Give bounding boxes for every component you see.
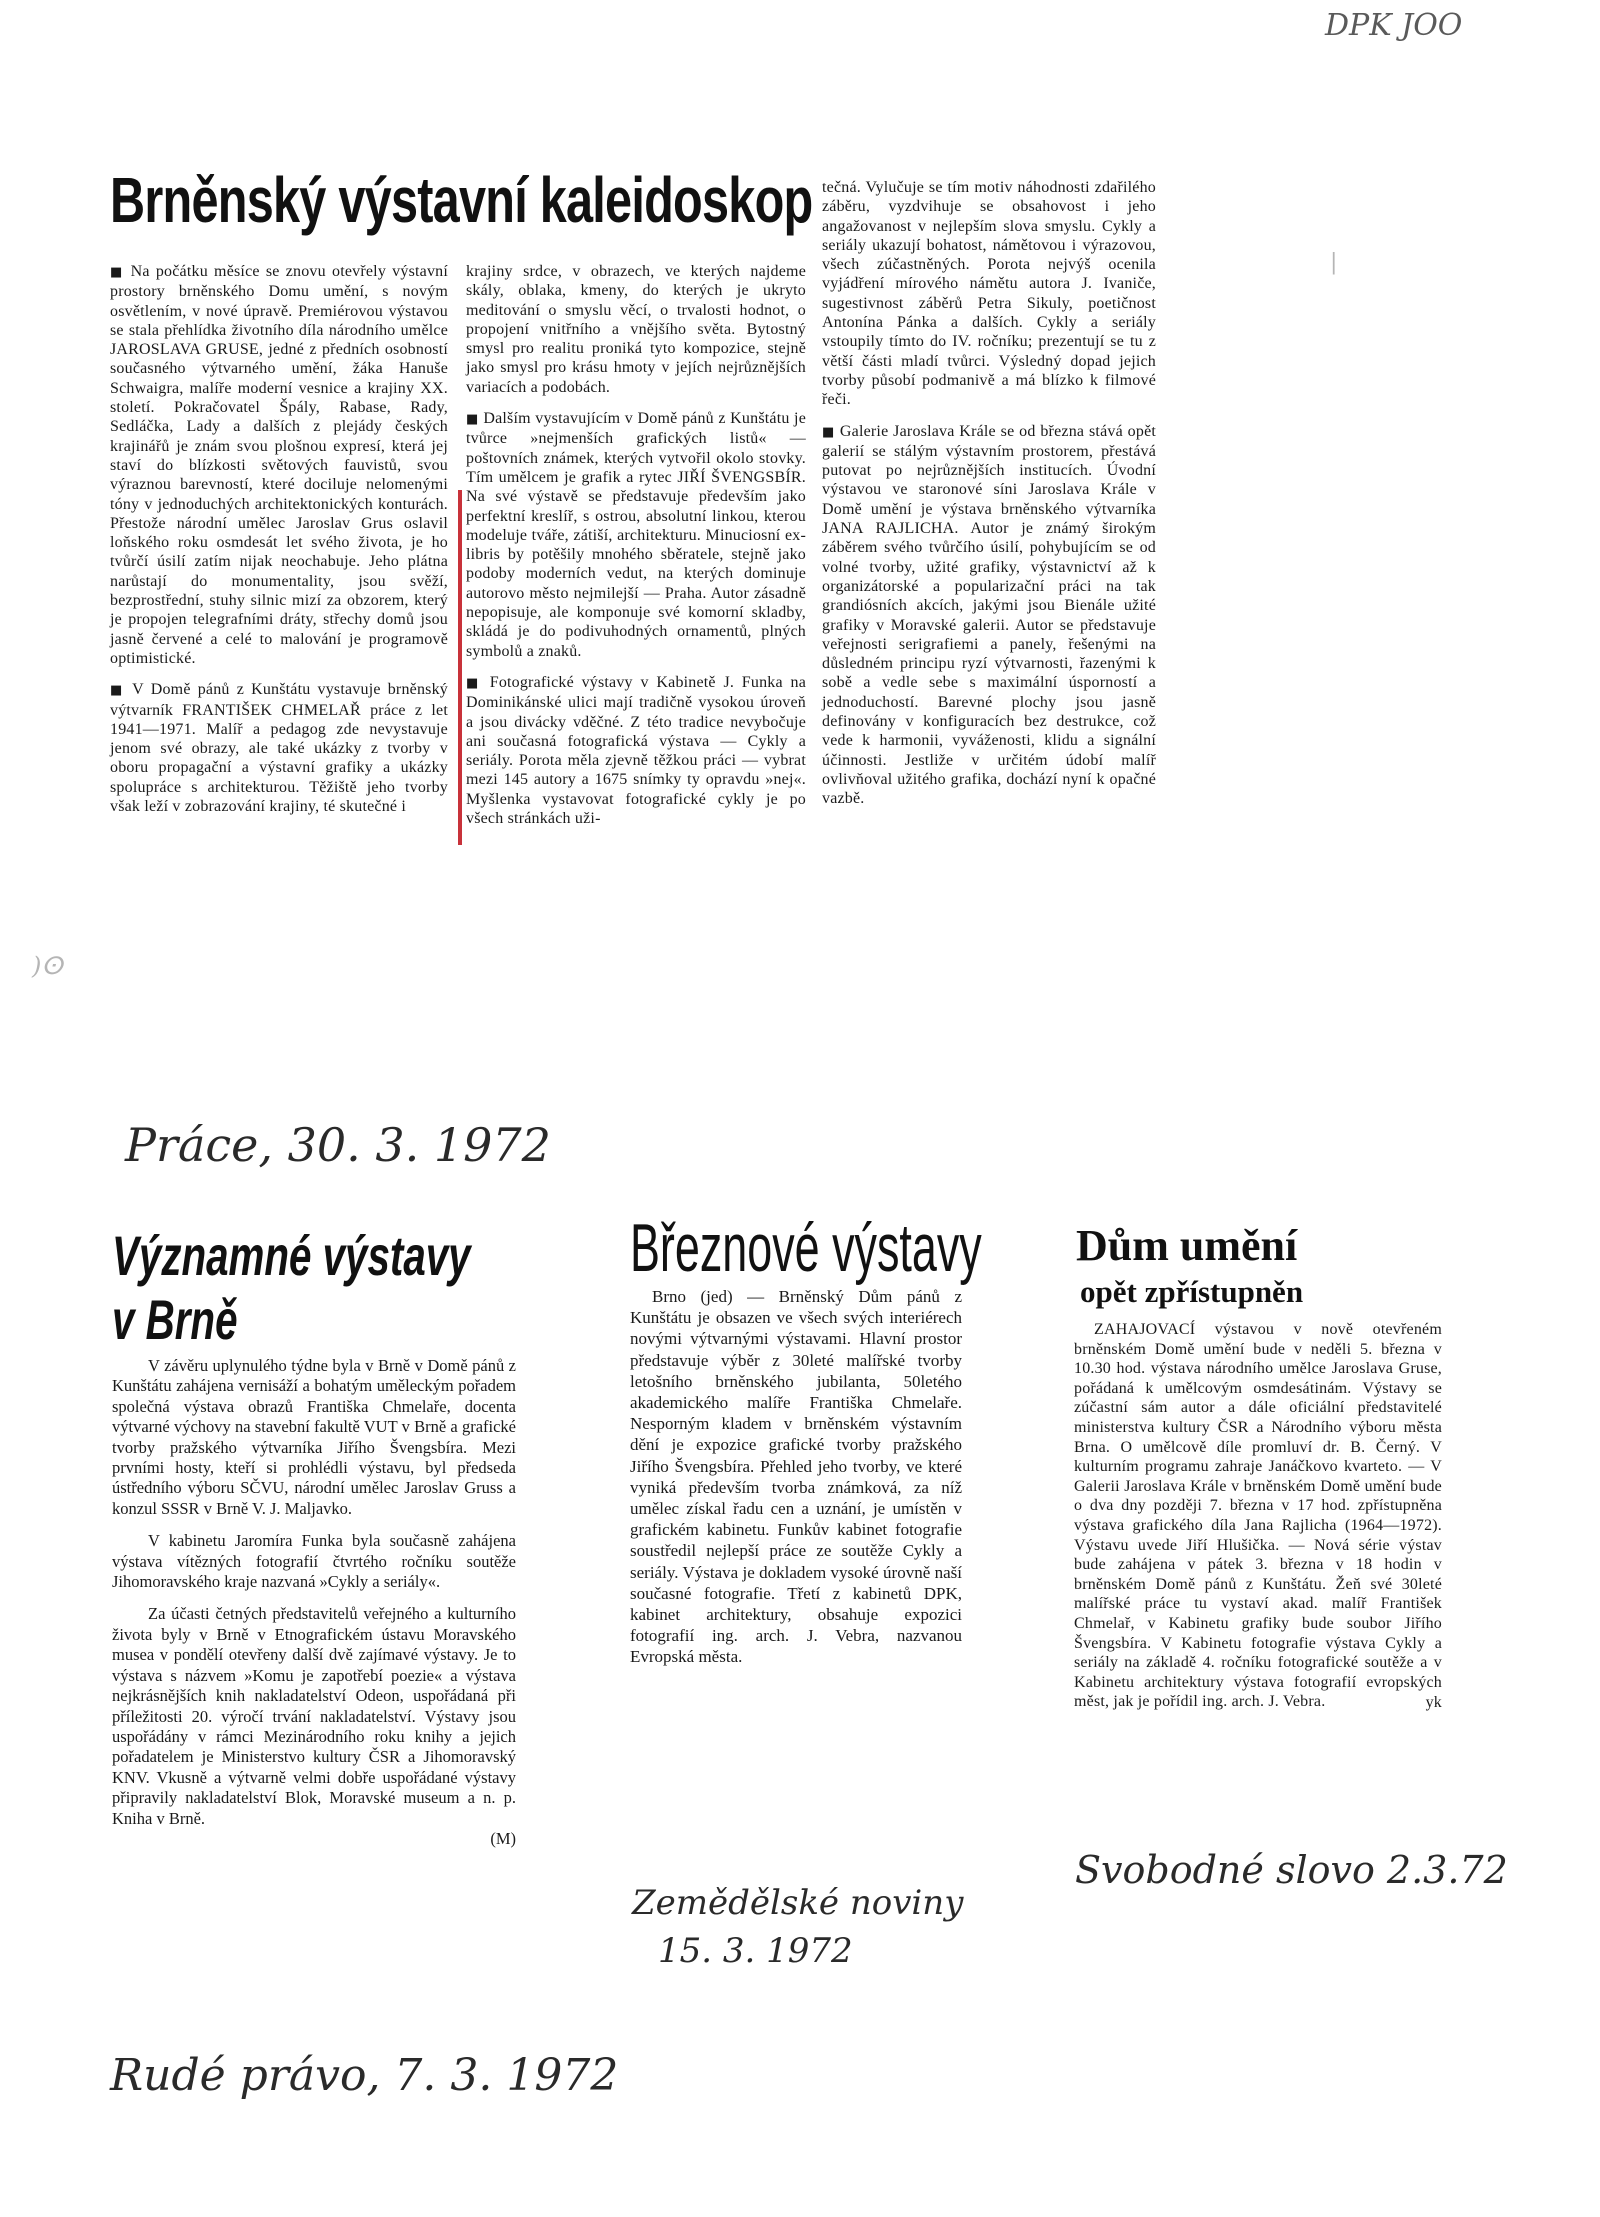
article2-body [112,1356,516,1849]
article1-source-handwritten: Práce, 30. 3. 1972 [125,1118,551,1172]
article1-col3-paragraph-1: tečná. Vylučuje se tím motiv náhodnosti zdařilého záběru, vyzdvihuje se obsahovost i jeho angažovanost v nejlepším slova smyslu. Cykly a seriály ukazují bohatost, námětovou i výrazovou, všech zúčastněných. Porota nejvýš ocenila vyjádření mírového námětu autora J. Ivaniče, sugestivnost záběrů Petra Sikuly, poetičnost Antonína Pánka a dalších. Cykly a seriály vstoupily tímto do IV. ročníku; prezentují se tu z větší části mladí tvůrci. Výsledný dopad jejich tvorby působí podmanivě a má blízko k filmové řeči. [822,179,1156,409]
article3-paragraph: Brno (jed) — Brněnský Dům pánů z Kunštátu je obsazen ve všech svých interiérech novými výtvarnými výstavami. Hlavní prostor představuje výběr z 30leté malířské tvorby letošního brněnského jubilanta, 50letého akademického malíře Františka Chmelaře. Nesporným kladem v brněnském výstavním dění je expozice grafické tvorby pražského Jiřího Švengsbíra. Přehled jeho tvorby, ve které vyniká především tvorba známková, za níž umělec získal řadu cen a uznání, je umístěn v grafickém kabinetu. Funkův kabinet fotografie soustředil nejlepší práce ze soutěže Cykly a seriály. Výstava je dokladem vysoké úrovně naší současné fotografie. Třetí z kabinetů DPK, kabinet architektury, obsahuje expozici fotografií ing. arch. J. Vebra, nazvanou Evropská města. [630,1287,962,1667]
article1-col2-paragraph-2: Dalším vystavujícím v Domě pánů z Kunštátu je tvůrce »nejmenších grafických listů« — poštovních známek, kterých vytvořil okolo stovky. Tím umělcem je grafik a rytec JIŘÍ ŠVENGSBÍR. Na své výstavě se představuje především jako perfektní kreslíř, s ostrou, absolutní linkou, kterou modeluje tváře, zátiší, architekturu. Minuciosní ex-libris by potěšily mnohého sběratele, stejně jako podoby moderních vedut, na kterých dominuje autorovo město nejmilejší — Praha. Autor zásadně nepopisuje, ale komponuje své komorní skladby, skládá je do podivuhodných ornamentů, plných symbolů a znaků. [466,410,806,660]
article4-headline: Dům umění [1076,1221,1298,1270]
article1-headline: Brněnský výstavní kaleidoskop [110,164,813,236]
article1-col2-paragraph-1: krajiny srdce, v obrazech, ve kterých najdeme skály, oblaka, kmeny, do kterých je ukryto meditování o smyslu věcí, o trvalosti hodnot, o propojení vnitřního a vnějšího světa. Bytostný smysl pro realitu proniká tyto kompozice, stejně jako smysl pro krásu hmoty v jejích nejrůznějších variacích a podobách. [466,263,806,396]
red-margin-mark [458,490,462,845]
article4-paragraph: ZAHAJOVACÍ výstavou v nově otevřeném brněnském Domě umění bude v neděli 5. března v 10.30 hod. výstava národního umělce Jaroslava Gruse, pořádaná k umělcovým osmdesátinám. Výstavy se zúčastní sám autor a dále oficiální představitelé ministerstva kultury ČSR a Národního výboru města Brna. O umělcově díle promluví dr. B. Černý. V kulturním programu zahraje Janáčkovo kvarteto. — V Galerii Jaroslava Krále v brněnském Domě umění bude o dva dny později 7. března v 17 hod. zpřístupněna výstava grafického díla Jana Rajlicha (1964—1972). Výstavu uvede Jiří Hlušička. — Nová série výstav bude zahájena v pátek 3. března v 18 hodin v brněnském Domě pánů z Kunštátu. Žeň své 30leté malířské práce tu vystaví akad. malíř František Chmelař, v Kabinetu grafiky bude soubor Jiřího Švengsbíra. V Kabinetu fotografie výstava Cykly a seriály na základě 4. ročníku fotografické soutěže a v Kabinetu architektury výstava fotografií evropských měst, jak je pořídil ing. arch. J. Vebra. [1074,1321,1442,1711]
article2-headline-line-2: v Brně [112,1288,238,1351]
article4-body [1074,1320,1442,1712]
article2-headline-line-1: Významné výstavy [112,1224,471,1287]
article1-col1-paragraph-1: Na počátku měsíce se znovu otevřely výstavní prostory brněnského Domu umění, s novým osvětlením, v nové úpravě. Premiérovou výstavou se stala přehlídka životního díla národního umělce JAROSLAVA GRUSE, jedné z předních osobností současného výtvarného umění, žáka Hanuše Schwaigra, malíře moderní vesnice a krajiny XX. století. Pokračovatel Špály, Rabase, Rady, Sedláčka, Lady a dalších z plejády českých krajinářů je znám svou plošnou expresí, která jej staví do blízkosti světových fauvistů, svou výraznou barevností, které dociluje nelomenými tóny v jednoduchých architektonických konturách. Přestože národní umělec Jaroslav Grus oslavil loňského roku osmdesát let svého života, je ho tvůrčí úsilí zatím nijak neochabuje. Jeho plátna narůstají do monumentality, jsou svěží, bezprostřední, stuhy silnic mizí za obzorem, který je propojen telegrafními dráty, střechy domů jsou jasně červené a celé to malování je programově optimistické. [110,263,448,667]
bullet-square-icon: ■ [110,683,126,699]
article2-source-handwritten: Rudé právo, 7. 3. 1972 [110,2050,619,2101]
article3-source-handwritten [632,1880,963,1975]
article1-column-1 [110,262,448,816]
article2-paragraph-3: Za účasti četných představitelů veřejného a kulturního života byly v Brně v Etnografickém ústavu Moravského musea v pondělí otevřeny další dvě zajímavé výstavy. Je to výstava s názvem »Komu je zapotřebí poezie« a výstava nejkrásnějších knih nakladatelství Odeon, uspořádaná při příležitosti 20. výročí trvání nakladatelství. Výstavy jsou uspořádány v rámci Mezinárodního roku knihy a jejich pořadatelem je Ministerstvo kultury ČSR a Jihomoravský KNV. Vkusně a výtvarně velmi dobře uspořádané výstavy připravily nakladatelství Blok, Moravské museum a n. p. Kniha v Brně. [112,1604,516,1828]
article1-col2-paragraph-3: Fotografické výstavy v Kabinetě J. Funka na Dominikánské ulici mají tradičně vysokou úroveň a jsou divácky vděčné. Z této tradice nevybočuje ani současná fotografická výstava — Cykly a seriály. Porota měla zjevně těžkou práci — vybrat mezi 145 autory a 1675 snímky ty opravdu »nej«. Myšlenka vystavovat fotografické cykly je po všech stránkách uži- [466,673,807,828]
article1-column-2 [466,262,806,828]
scan-tick-right: | [1330,250,1338,275]
article3-headline: Březnové výstavy [630,1210,982,1286]
article3-body [630,1286,962,1668]
article2-signature: (M) [490,1828,516,1848]
scan-mark-left: )ⵙ [32,952,63,980]
bullet-square-icon: ■ [110,265,125,280]
bullet-square-icon: ■ [466,675,482,691]
article2-paragraph-1: V závěru uplynulého týdne byla v Brně v Domě pánů z Kunštátu zahájena vernisáží a bohatým uměleckým pořadem společná výstava obrazů Františka Chmelaře, docenta výtvarné výchovy na stavební fakultě VUT v Brně a grafické tvorby pražského výtvarníka Jiřího Švengsbíra. Mezi prvními hosty, kteří si prohlédli výstavu, byl předseda ústředního výboru SČVU, národní umělec Jaroslav Gruss a konzul SSSR v Brně V. J. Maljavko. [112,1356,516,1518]
corner-handwritten-note: DPK JOO [1325,8,1463,43]
article3-source-line-1: Zemědělské noviny [632,1883,964,1923]
article1-col3-paragraph-2: Galerie Jaroslava Krále se od března stává opět galerií se stálým výstavním prostorem, přestává putovat po nejrůznějších institucích. Úvodní výstavou ve staronové síni Jaroslava Krále v Domě umění je výstava brněnského výtvarníka JANA RAJLICHA. Autor je známý širokým záběrem svého tvůrčího úsilí, pohybujícím se od volné tvorby, užité grafiky, výstavnictví až k organizátorské a popularizační práci na tak grandiósních akcích, jakými jsou Bienále užité grafiky v Moravské galerii. Autor se představuje veřejnosti serigrafiemi a panely, řešenými na důsledném principu ryzí výtvarnosti, řazenými k sobě a vedle sebe s maximální úsporností a jednoduchostí. Barevné plochy jsou jasně definovány v konfiguracích bez destrukce, což vede k harmonii, vyváženosti, klidu a signální účinnosti. Jestliže v určitém údobí malíř ovlivňoval užitého grafika, dochází nyní k opačné vazbě. [822,422,1157,808]
article4-signature: yk [1425,1693,1442,1711]
article2-paragraph-2: V kabinetu Jaromíra Funka byla současně zahájena výstava vítězných fotografií čtvrtého ročníku soutěže Jihomoravského kraje nazvaná »Cykly a seriály«. [112,1531,516,1592]
article1-col1-paragraph-2: V Domě pánů z Kunštátu vystavuje brněnský výtvarník FRANTIŠEK CHMELAŘ práce z let 1941—1971. Malíř a pedagog zde nevystavuje jenom své obrazy, ale také ukázky z tvorby v oboru propagační a výstavní grafiky a ukázky spolupráce s architekturou. Těžiště jeho tvorby však leží v zobrazování krajiny, té skutečné i [110,681,448,816]
article3-source-line-2: 15. 3. 1972 [658,1930,853,1971]
article4-source-handwritten: Svobodné slovo 2.3.72 [1075,1848,1508,1892]
article2-headline [112,1224,610,1351]
article1-column-3 [822,178,1156,809]
bullet-square-icon: ■ [466,412,479,428]
bullet-square-icon: ■ [822,424,836,440]
article4-subheadline: opět zpřístupněn [1080,1274,1304,1309]
